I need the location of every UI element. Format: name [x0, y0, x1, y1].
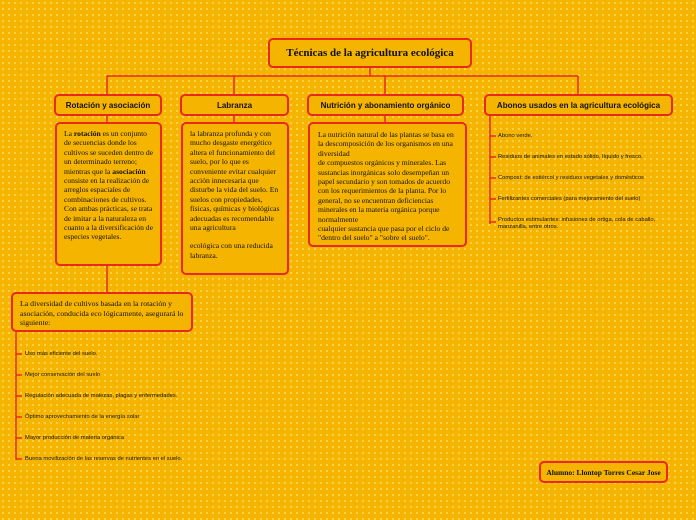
diversidad-text: La diversidad de cultivos basada en la rotación y asociación, conducida eco lógicamente, asegurará lo siguiente:: [20, 299, 184, 328]
labranza-body: [181, 122, 289, 275]
nutricion-line: de compuestos orgánicos y minerales. Las: [318, 158, 447, 168]
rotacion-text-1: La: [64, 129, 74, 138]
nutricion-line: La nutrición natural de las plantas se basa en: [318, 130, 454, 139]
diversidad-box: [11, 292, 193, 332]
nutricion-line: con los requerimientos de la planta. Por lo: [318, 186, 447, 196]
rotacion-bold: rotación: [73, 129, 101, 138]
diversidad-item: Mejor conservación del suelo: [25, 372, 101, 378]
author-box: Alumno: Llontop Torres Cesar Jose: [539, 461, 668, 483]
nutricion-line: papel secundario y son tomados de acuerdo: [318, 177, 451, 187]
main-title: Técnicas de la agricultura ecológica: [268, 38, 472, 68]
diversidad-item: Óptimo aprovechamiento de la energía solar: [25, 414, 140, 420]
diversidad-item: Uso más eficiente del suelo.: [25, 351, 98, 357]
nutricion-line: la descomposición de los organismos en una diversidad: [318, 139, 453, 158]
header-nutricion: Nutrición y abonamiento orgánico: [307, 94, 464, 116]
abonos-item: Abono verde.: [498, 133, 533, 139]
nutricion-line: cualquier sustancia que pasa por el ciclo de: [318, 224, 450, 234]
abonos-item: Compost: de estiércol y residuos vegetales y domésticos: [498, 175, 644, 181]
labranza-text: la labranza profunda y con mucho desgaste energético altera el funcionamiento del suelo, por lo que es conveniente evitar cualquier acción innecesaria que disturbe la vida del suelo. En suelos con propiedades, físicas, químicas y biológicas adecuadas es recomendable una agricultura: [190, 129, 280, 233]
rotacion-body: [55, 122, 162, 266]
header-abonos: Abonos usados en la agricultura ecológica: [484, 94, 673, 116]
header-rotacion: Rotación y asociación: [54, 94, 162, 116]
abonos-item: Productos estimulantes: infusiones de ortiga, cola de caballo, manzanilla, entre otros.: [498, 217, 656, 230]
diversidad-item: Mayor producción de materia orgánica: [25, 435, 124, 441]
diversidad-item: Regulación adecuada de malezas, plagas y enfermedades.: [25, 393, 178, 399]
nutricion-line: sustancias inorgánicas solo desempeñan un: [318, 167, 450, 177]
rotacion-text-2: es un conjunto de secuencias donde los cultivos se suceden dentro de un determinado terreno; mientras que la: [64, 129, 153, 176]
nutricion-line: "dentro del suelo" a "sobre el suelo".: [318, 233, 430, 243]
abonos-item: Residuos de animales en estado sólido, líquido y fresco.: [498, 154, 643, 160]
rotacion-text-3: consiste en la realización de arreglos espaciales de combinaciones de cultivos. Con ambas prácticas, se trata de imitar a la naturaleza en cuanto a la diversificación de especies vegetales.: [64, 176, 153, 242]
nutricion-line: minerales en la materia orgánica porque normalmente: [318, 205, 440, 224]
abonos-item: Fertilizantes comerciales (para mejoramiento del suelo): [498, 196, 641, 202]
header-labranza: Labranza: [180, 94, 289, 116]
nutricion-line: general, no se encuentran deficiencias: [318, 195, 434, 205]
diversidad-item: Buena movilización de las reservas de nutrientes en el suelo.: [25, 456, 183, 462]
nutricion-body: [308, 122, 467, 247]
asociacion-bold: asociación: [112, 166, 146, 176]
labranza-text-2: ecológica con una reducida labranza.: [190, 241, 273, 260]
